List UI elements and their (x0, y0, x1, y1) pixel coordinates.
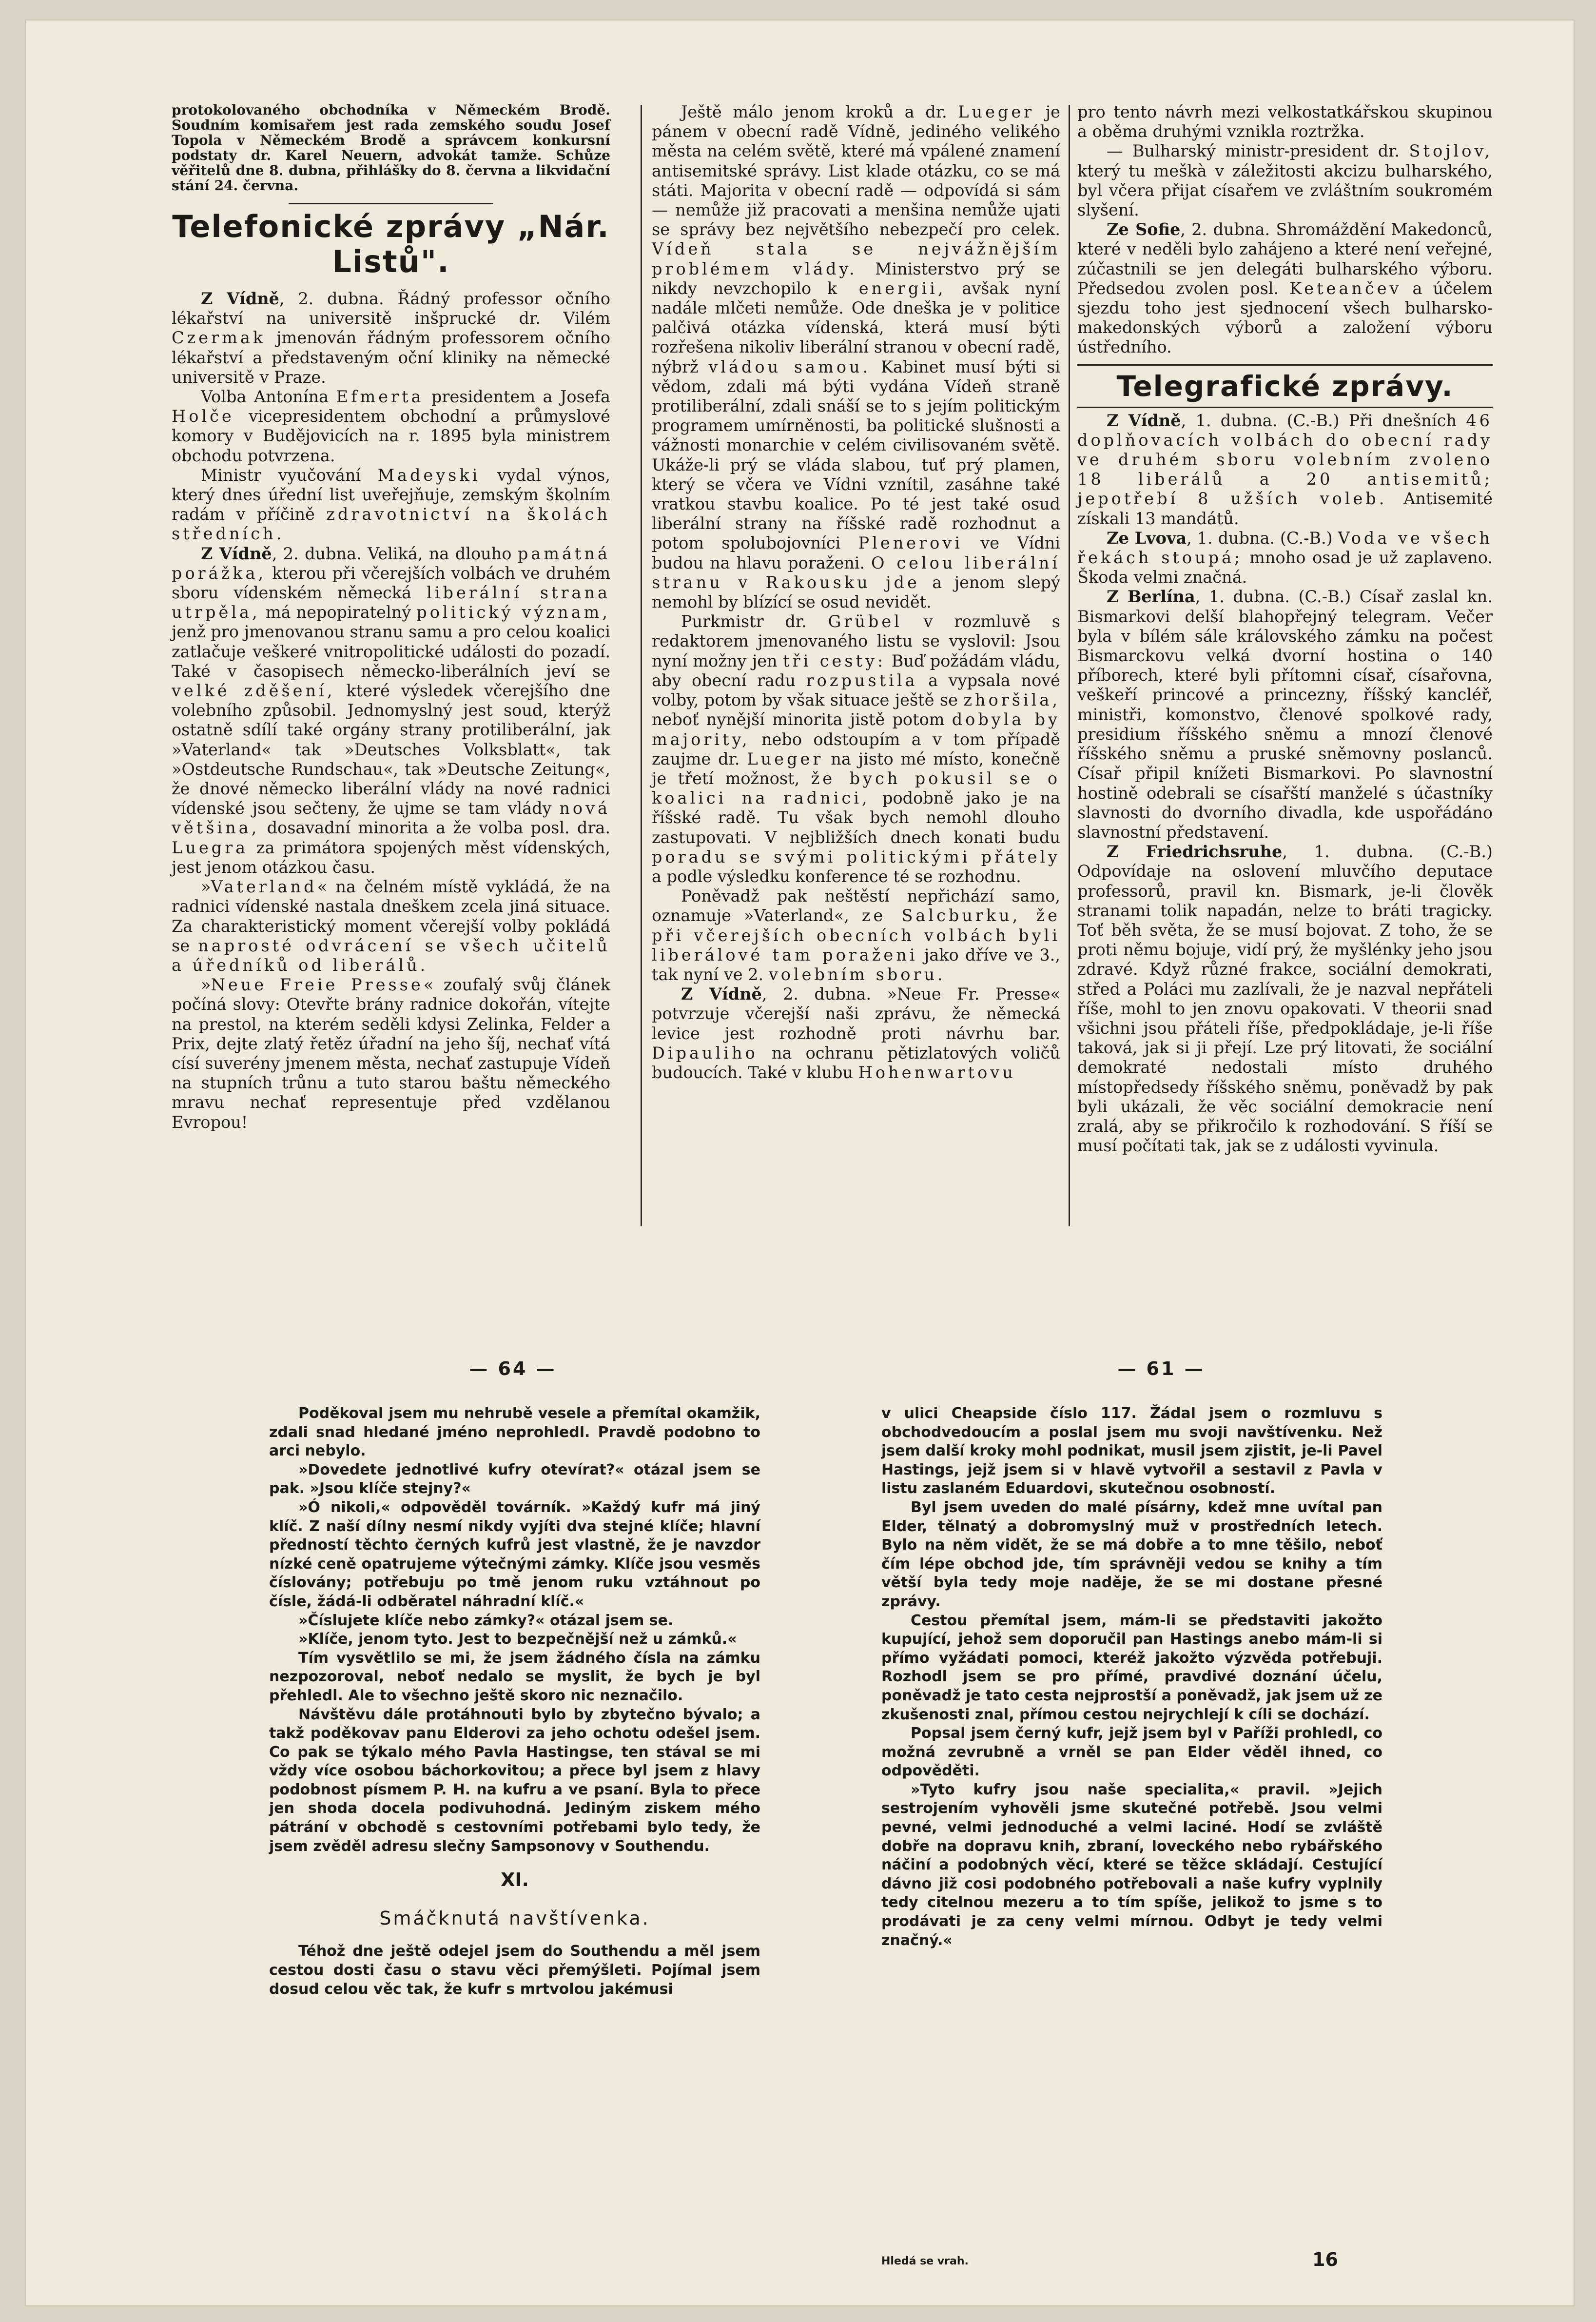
column-divider-2 (1069, 105, 1070, 1226)
article-madeyski: Ministr vyučování Madeyski vydal výnos, který dnes úřední list uveřejňuje, zemským školním radám v příčině zdravotnictví na školách středních. (172, 465, 611, 544)
column-3 (1077, 102, 1493, 1156)
article-lviv: Ze Lvova, 1. dubna. (C.-B.) Voda ve všech řekách stoupá; mnoho osad je už zaplaveno. Škoda velmi značná. (1077, 528, 1493, 587)
novel-page-right (881, 1404, 1382, 1950)
folio-right: — 61 — (1117, 1358, 1205, 1379)
article-dipauli: Z Vídně, 2. dubna. »Neue Fr. Presse« potvrzuje včerejší naši zprávu, že německá levice jest rozhodně proti návrhu bar. Dipauliho na ochranu pětizlatových voličů budoucích. Také v klubu Hohenwartovu (652, 984, 1060, 1082)
bankruptcy-notice: protokolovaného obchodníka v Německém Brodě. Soudním komisařem jest rada zemského soudu Josef Topola v Německém Brodě a správcem konkursní podstaty dr. Karel Neuern, advokát tamže. Schůze věřitelů dne 8. dubna, přihlášky do 8. června a likvidační stání 24. června. (172, 102, 610, 194)
novel-paragraph: Návštěvu dále protáhnouti bylo by zbytečno bývalo; a takž poděkovav panu Elderovi za jeho ochotu odešel jsem. Co pak se týkalo mého Pavla Hastingse, ten stával se mi vždy více osobou báchorkovitou; a přece byl jsem z hlavy podobnost písmem P. H. na kufru a ve psaní. Byla to přece jen shoda docela podivuhodná. Jediným ziskem mého pátrání v obchodě s cestovními potřebami bylo tedy, že jsem zvěděl adresu slečny Sampsonovy v Southendu. (269, 1706, 760, 1855)
article-salzburg: Poněvadž pak neštěstí nepřichází samo, oznamuje »Vaterland«, ze Salcburku, že při včerejších obecních volbách byli liberálové tam poraženi jako dříve ve 3., tak nyní ve 2. volebním sboru. (652, 886, 1060, 984)
chapter-number: XI. (501, 1869, 529, 1891)
article-continuation: pro tento návrh mezi velkostatkářskou skupinou a oběma druhými vznikla roztržka. (1077, 102, 1493, 141)
article-chamber-vote: Volba Antonína Efmerta presidentem a Josefa Holče vicepresidentem obchodní a průmyslové komory v Budějovicích na r. 1895 byla ministrem obchodu potvrzena. (172, 387, 610, 465)
article-vaterland: »Vaterland« na čelném místě vykládá, že na radnici vídenské nastala dneškem zcela jiná situace. Za charakteristický moment včerejší volby pokládá se naprosté odvrácení se všech učitelů a úředníků od liberálů. (172, 877, 610, 975)
folio-left: — 64 — (469, 1358, 557, 1379)
novel-paragraph: v ulici Cheapside číslo 117. Žádal jsem o rozmluvu s obchodvedoucím a poslal jsem mu svoji navštívenku. Než jsem další kroky mohl podnikat, musil jsem zjistit, je-li Pavel Hastings, jejž jsem si v hlavě vytvořil a sestavil z Pavla v listu zaslaném Eduardovi, skutečnou osobností. (881, 1405, 1382, 1497)
novel-paragraph: Téhož dne ještě odejel jsem do Southendu a měl jsem cestou dosti času o stavu věci přemýšleti. Pojímal jsem dosud celou věc tak, že kufr s mrtvolou jakémusi (269, 1943, 760, 1998)
divider (289, 203, 493, 204)
novel-paragraph: »Klíče, jenom tyto. Jest to bezpečnější než u zámků.« (298, 1631, 737, 1648)
novel-paragraph: Popsal jsem černý kufr, jejž jsem byl v Paříži prohledl, co možná zevrubně a vrněl se pan Elder věděl ihned, co odpověděti. (881, 1725, 1382, 1780)
footer-signature-number: 16 (1312, 2249, 1338, 2270)
footer-title: Hledá se vrah. (881, 2255, 969, 2267)
novel-paragraph: »Dovedete jednotlivé kufry otevírat?« otázal jsem se pak. »Jsou klíče stejny?« (269, 1461, 760, 1497)
column-1 (172, 102, 610, 1132)
column-2 (652, 102, 1060, 1082)
article-stojlov: — Bulharský ministr-president dr. Stojlov, který tu meškà v záležitosti akcizu bulharského, byl včera přijat císařem ve zvláštním soukromém slyšení. (1077, 141, 1493, 220)
article-lueger: Ještě málo jenom kroků a dr. Lueger je pánem v obecní radě Vídně, jediného velikého města na celém světě, které má vpálené znamení antisemitské správy. List klade otázku, co se má státi. Majorita v obecní radě — odpovídá si sám — nemůže již pracovati a menšina nemůže ujati se správy bez největšího nebezpečí pro celek. Vídeň stala se nejvážnějším problémem vlády. Ministerstvo prý se nikdy nevzchopilo k energii, avšak nyní nadále mlčeti nemůže. Ode dneška je v politice palčivá otázka vídenská, která musí býti rozřešena nikoliv liberální stranou v obecní radě, nýbrž vládou samou. Kabinet musí býti si vědom, zdali má býti vydána Vídeň straně protiliberální, zdali snáší se to s jejím politickým programem umírněnosti, ba politické slušnosti a vážnosti monarchie v celém civilisovaném světě. Ukáže-li prý se vláda slabou, tuť prý plamen, který se včera ve Vídni vznítil, zasáhne také vratkou stavbu koalice. Po té jest také osud liberální strany na říšské radě rozhodnut a potom spolubojovníci Plenerovi ve Vídni budou na hlavu poraženi. O celou liberální stranu v Rakousku jde a jenom slepý nemohl by blízící se osud nevidět. (652, 102, 1061, 612)
divider (1077, 364, 1493, 366)
divider (1077, 407, 1493, 408)
chapter-title: Smáčknutá navštívenka. (379, 1907, 650, 1929)
novel-paragraph: »Ó nikoli,« odpověděl továrník. »Každý kufr má jiný klíč. Z naší dílny nesmí nikdy vyjíti dva stejné klíče; hlavní předností těchto černých kufrů jest vlastně, že je navzdor nízké ceně opatrujeme výtečnými zámky. Klíče jsou vesměs číslovány; potřebuju po tmě jenom ruku vztáhnout po čísle, žádá-li odběratel náhradní klíč.« (269, 1498, 760, 1610)
article-vienna-elections: Z Vídně, 1. dubna. (C.-B.) Při dnešních 46 doplňovacích volbách do obecní rady ve druhém sboru volebním zvoleno 18 liberálů a 20 antisemitů; jepotřebí 8 užších voleb. Antisemité získali 13 mandátů. (1077, 411, 1493, 528)
novel-paragraph: »Číslujete klíče nebo zámky?« otázal jsem se. (298, 1612, 674, 1629)
newspaper-page (25, 20, 1575, 2306)
article-sofia: Ze Sofie, 2. dubna. Shromáždění Makedonců, které v neděli bylo zahájeno a které není veřejné, zúčastnili se jen delegáti bulharského výboru. Předsedou zvolen posl. Keteančev a účelem sjezdu toho jest sjednocení všech bulharsko-makedonských výborů a založení výboru ústředního. (1077, 220, 1493, 357)
article-vienna-defeat: Z Vídně, 2. dubna. Veliká, na dlouho památná porážka, kterou při včerejších volbách ve druhém sboru vídenském německá liberální strana utrpěla, má nepopiratelný politický význam, jenž pro jmenovanou stranu samu a pro celou koalici zatlačuje veškeré vnitropolitické události do pozadí. Také v časopisech německo-liberálních jeví se velké zděšení, které výsledek včerejšího dne volebního způsobil. Jednomyslný jest soud, kterýž ostatně sdílí také orgány strany protiliberální, jak »Vaterland« tak »Deutsches Volksblatt«, tak »Ostdeutsche Rundschau«, tak »Deutsche Zeitung«, že dnové německo liberální vlády na nové radnici vídenské jsou sečteny, že ujme se tam vlády nová většina, dosavadní minorita a že volba posl. dra. Luegra za primátora spojených měst vídenských, jest jenom otázkou času. (172, 544, 611, 877)
novel-paragraph: Tím vysvětlilo se mi, že jsem žádného čísla na zámku nezpozoroval, neboť nedalo se myslit, že bych je byl přehledl. Ale to všechno ještě skoro nic neznačilo. (269, 1649, 760, 1704)
column-divider-1 (641, 105, 642, 1226)
article-neue-freie-presse: »Neue Freie Presse« zoufalý svůj článek počíná slovy: Otevřte brány radnice dokořán, vítejte na prestol, na kterém seděli kdysi Zelinka, Felder a Prix, dejte zlatý řetěz úřadní na jeho šíj, nechať vítá císí suverény jmenem města, nechať zastupuje Vídeň na stupních trůnu a tuto starou baštu německého mravu nechať representuje před vzdělanou Evropou! (172, 975, 611, 1132)
article-berlin: Z Berlína, 1. dubna. (C.-B.) Císař zaslal kn. Bismarkovi delší blahopřejný telegram. Večer byla v bílém sále královského zámku na počest Bismarckovu velká dvorní hostina o 140 příborech, které byli přítomni císař, císařovna, veškeří princové a princezny, říšský kancléř, ministři, komonstvo, členové spolkové rady, presidium říšského sněmu a mnozí členové říšského sněmu a pruské sněmovny poslanců. Císař připil knížeti Bismarkovi. Po slavnostní hostině odebrali se císařští manželé s účastníky slavnosti do dvorního divadla, kde uspořádáno slavnostní představení. (1077, 587, 1493, 842)
article-grubel: Purkmistr dr. Grübel v rozmluvě s redaktorem jmenovaného listu se vyslovil: Jsou nyní možny jen tři cesty: Buď požádám vládu, aby obecní radu rozpustila a vypsala nové volby, potom by však situace ještě se zhoršila, neboť nynější minorita jistě potom dobyla by majority, nebo odstoupím a v tom případě zaujme dr. Lueger na jisto mé místo, konečně je třetí možnost, že bych pokusil se o koalici na radnici, podobně jako je na říšské radě. Tu však bych nemohl dlouho zastupovati. V nejbližších dnech konati budu poradu se svými politickými přátely a podle výsledku konference té se rozhodnu. (652, 612, 1060, 886)
article-friedrichsruhe: Z Friedrichsruhe, 1. dubna. (C.-B.) Odpovídaje na oslovení mluvčího deputace professorů, pravil kn. Bismark, je-li člověk stranami tolik napadán, nelze to bráti tragicky. Toť běh světa, že se musí bojovat. Z toho, že se proti němu bojuje, vidí prý, že myšlénky jeho jsou zdravé. Když různé frakce, sociální demokrati, střed a Poláci mu zazlívali, že je nazval nepřáteli říše, mohl to jen znovu opakovati. V theorii snad všichni jsou přáteli říše, předpokládaje, je-li říše taková, jak si ji přejí. Lze prý litovati, že sociální demokraté nedostali místo druhého místopředsedy říšského sněmu, poněvadž by pak byli ukázali, že věc sociální demokracie není zralá, aby se přikročilo k rozhodování. S říší se musí počítati tak, jak se z události vyvinula. (1077, 842, 1493, 1156)
novel-paragraph: Cestou přemítal jsem, mám-li se představiti jakožto kupující, jehož sem doporučil pan Hastings anebo mám-li si přímo vyžádati pomoci, kteréž jakožto výzvěda potřebuji. Rozhodl jsem se pro přímé, pravdivé doznání účelu, poněvadž je tato cesta nejprostší a poněvadž, jak jsem už ze zkušenosti znal, přímou cestou nejrychlejí k cíli se dochází. (881, 1612, 1382, 1723)
article-czermak: Z Vídně, 2. dubna. Řádný professor očního lékařství na universitě inšprucké dr. Vilém Czermak jmenován řádným professorem očního lékařství a představeným oční kliniky na německé universitě v Praze. (172, 289, 610, 387)
novel-paragraph: Poděkoval jsem mu nehrubě vesele a přemítal okamžik, zdali snad hledané jméno neprohledl. Pravdě podobno to arci nebylo. (269, 1405, 760, 1460)
novel-page-left (269, 1404, 760, 1999)
novel-paragraph: Byl jsem uveden do malé písárny, kdež mne uvítal pan Elder, tělnatý a dobromyslný muž v prostředních letech. Bylo na něm vidět, že se má dobře a to mne těšilo, neboť čím lépe obchod jde, tím správněji vedou se knihy a tím větší byla tedy moje naděje, že se mi dostane přesné zprávy. (881, 1498, 1382, 1610)
novel-paragraph: »Tyto kufry jsou naše specialita,« pravil. »Jejich sestrojením vyhověli jsme skutečné potřebě. Jsou velmi pevné, velmi jednoduché a velmi laciné. Hodí se zvláště dobře na dopravu knih, zbraní, loveckého nebo rybářského náčiní a podobných věcí, které se těžce skládají. Cestující dávno již cosi podobného potřebovali a naše kufry vyplnily tedy citelnou mezeru a to tím spíše, jelikož to jsme s to prodávati je za ceny velmi mírnou. Odbyt je tedy velmi značný.« (881, 1781, 1382, 1949)
telegraph-news-heading: Telegrafické zprávy. (1116, 369, 1454, 403)
telephone-news-heading: Telefonické zprávy „Nár. Listů". (172, 209, 610, 279)
